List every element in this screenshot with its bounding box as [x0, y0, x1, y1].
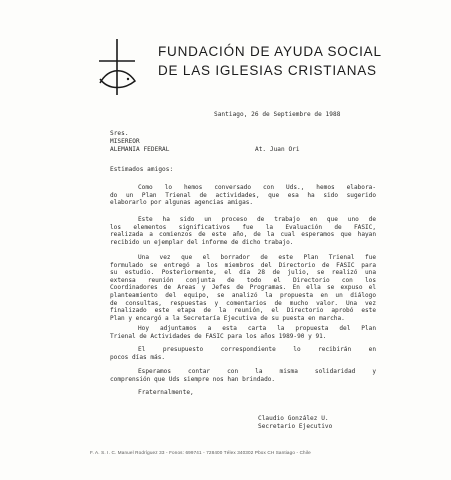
paragraph-line: Como lo hemos conversado con Uds., hemos elabora-: [138, 184, 376, 191]
paragraph-line: pocos días más.: [110, 353, 166, 361]
signer-name: Claudio González U.: [258, 415, 329, 422]
signer-title: Secretario Ejecutivo: [258, 423, 333, 430]
paragraph-4: [110, 325, 376, 340]
greeting: Estimados amigos:: [110, 166, 174, 173]
closing: Fraternalmente,: [138, 389, 194, 396]
paragraph-line: planteamiento del equipo, se analizó la propuesta en un diálogo: [110, 291, 376, 299]
recipient-country: ALEMANIA FEDERAL: [110, 146, 170, 153]
paragraph-line: elaborarlo por algunas agencias amigas.: [110, 199, 254, 207]
paragraph-line: su estudio. Posteriormente, el día 28 de julio, se realizó una: [110, 269, 376, 277]
paragraph-2: [110, 216, 376, 246]
recipient-org: MISEREOR: [110, 138, 140, 145]
paragraph-line: realizada a comienzos de este año, de la cual esperamos que hayan: [110, 231, 376, 239]
footer-address: F. A. S. I. C. Manuel Rodríguez 33 - Fonos: 699741 - 728400 Télex 340302 Pbox CH Santiago - Chile: [90, 450, 311, 455]
salutation-to: Sres.: [110, 130, 129, 137]
paragraph-line: Esperamos contar con la misma solidaridad y: [138, 368, 376, 375]
paragraph-line: extensa reunión conjunta de todo el Directorio con los: [110, 276, 376, 284]
paragraph-line: Una vez que el borrador de este Plan Trienal fue: [138, 254, 376, 261]
organization-name-line1: FUNDACIÓN DE AYUDA SOCIAL: [158, 44, 382, 59]
fish-cross-logo-icon: [95, 37, 139, 97]
paragraph-line: El presupuesto correspondiente lo recibirán en: [138, 346, 376, 353]
paragraph-line: los elementos significativos fue la Evaluación de FASIC,: [110, 223, 376, 231]
paragraph-line: comprensión que Uds siempre nos han brindado.: [110, 375, 276, 383]
paragraph-line: Coordinadores de Areas y Jefes de Programas. En ella se expuso el: [110, 284, 376, 292]
paragraph-1: [110, 184, 376, 207]
paragraph-5: [110, 346, 376, 361]
paragraph-line: Trienal de Actividades de FASIC para los años 1989-90 y 91.: [110, 332, 327, 340]
paragraph-3: [110, 254, 376, 322]
paragraph-line: Hoy adjuntamos a esta carta la propuesta del Plan: [138, 325, 376, 332]
paragraph-line: Este ha sido un proceso de trabajo en que uno de: [138, 216, 376, 223]
attention-line: At. Juan Ori: [255, 146, 300, 153]
place-date: Santiago, 26 de Septiembre de 1988: [214, 111, 341, 118]
paragraph-line: recibido un ejemplar del informe de dicho trabajo.: [110, 238, 294, 246]
paragraph-line: Plan y encargó a la Secretaría Ejecutiva de su puesta en marcha.: [110, 314, 345, 322]
paragraph-line: finalizado este etapa de la reunión, el Directorio aprobó este: [110, 307, 376, 315]
organization-name-line2: DE LAS IGLESIAS CRISTIANAS: [158, 63, 377, 78]
paragraph-line: de consultas, respuestas y comentarios de mucho valor. Una vez: [110, 299, 376, 307]
paragraph-6: [110, 368, 376, 383]
paragraph-line: do un Plan Trienal de actividades, que esa ha sido sugerido: [110, 191, 376, 199]
paragraph-line: formulado se entregó a los miembros del Directorio de FASIC para: [110, 261, 376, 269]
